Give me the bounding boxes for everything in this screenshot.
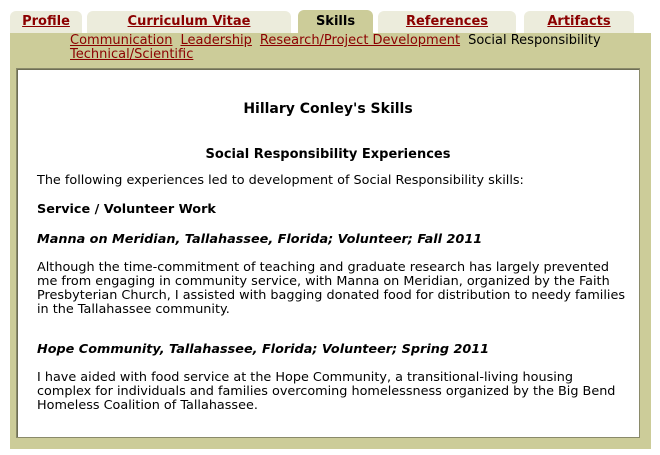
experience-body-hope: I have aided with food service at the Hope Community, a transitional-living housing complex for individuals and families overcoming homelessness organized by the Big Bend Homeless Coalition of Tallahassee. bbox=[37, 370, 616, 413]
tab-bar bbox=[0, 0, 660, 34]
tab-references[interactable]: References bbox=[378, 11, 516, 33]
experience-body-manna: Although the time-commitment of teaching and graduate research has largely prevented me from engaging in community service, with Manna on Meridian, organized by the Faith Presbyterian Church, I assisted with bagging donated food for distribution to needy families in the Tallahassee community. bbox=[37, 260, 626, 317]
tab-curriculum-vitae[interactable]: Curriculum Vitae bbox=[87, 11, 291, 33]
tab-profile[interactable]: Profile bbox=[10, 11, 82, 33]
skills-subnav bbox=[70, 34, 640, 62]
subnav-research-project-development[interactable]: Research/Project Development bbox=[259, 33, 461, 48]
content-box bbox=[16, 68, 640, 438]
experience-heading-hope: Hope Community, Tallahassee, Florida; Volunteer; Spring 2011 bbox=[37, 342, 490, 357]
subnav-communication[interactable]: Communication bbox=[70, 33, 173, 48]
service-heading: Service / Volunteer Work bbox=[37, 202, 216, 217]
tab-skills[interactable]: Skills bbox=[298, 10, 373, 34]
subnav-leadership[interactable]: Leadership bbox=[180, 33, 252, 48]
intro-text: The following experiences led to development of Social Responsibility skills: bbox=[37, 173, 524, 188]
page-title: Hillary Conley's Skills bbox=[243, 101, 413, 117]
experience-heading-manna: Manna on Meridian, Tallahassee, Florida; Volunteer; Fall 2011 bbox=[37, 232, 483, 247]
tab-artifacts[interactable]: Artifacts bbox=[524, 11, 634, 33]
subnav-technical-scientific[interactable]: Technical/Scientific bbox=[70, 47, 194, 62]
subnav-social-responsibility-current: Social Responsibility bbox=[468, 33, 601, 48]
section-subtitle: Social Responsibility Experiences bbox=[205, 147, 451, 162]
